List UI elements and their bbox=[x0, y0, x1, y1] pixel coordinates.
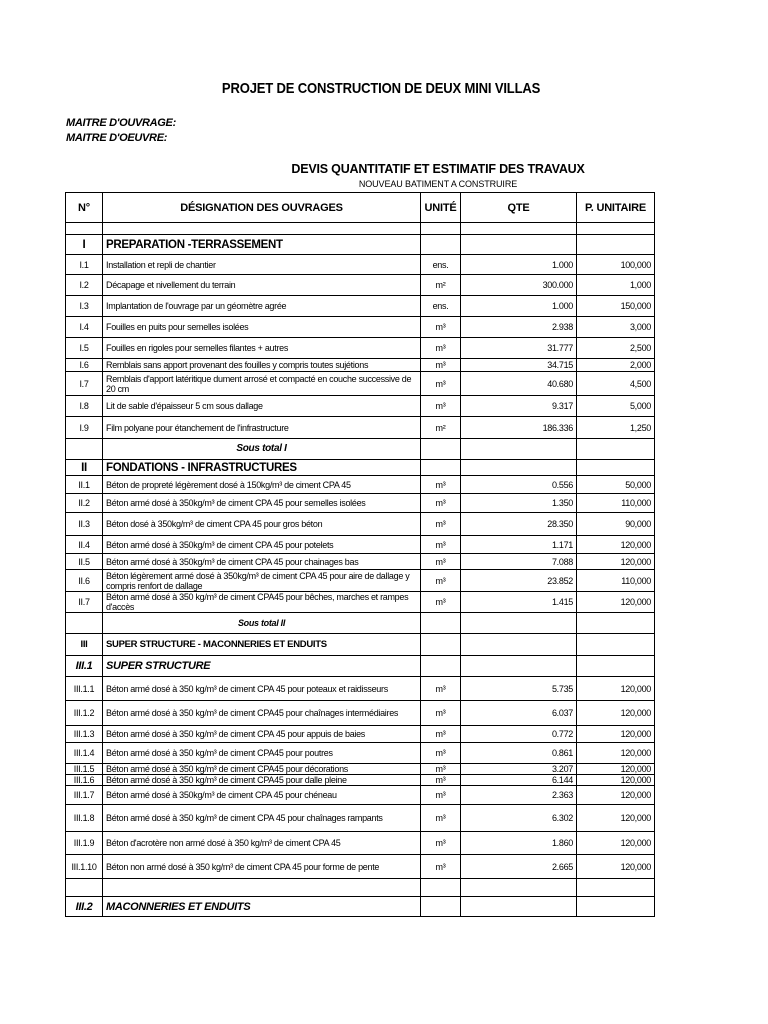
table-row bbox=[66, 396, 655, 417]
table-row bbox=[66, 592, 655, 613]
item-unit-price: 120,000 bbox=[577, 832, 655, 855]
item-designation: Sous total II bbox=[103, 613, 421, 634]
maitre-ouvrage-label: MAITRE D'OUVRAGE: bbox=[66, 117, 176, 129]
item-number: II.5 bbox=[66, 554, 103, 570]
item-designation: MACONNERIES ET ENDUITS bbox=[103, 897, 421, 917]
item-number: III.1.8 bbox=[66, 805, 103, 832]
item-unit-price: 120,000 bbox=[577, 855, 655, 879]
item-quantity: 0.772 bbox=[461, 726, 577, 743]
item-quantity: 1.000 bbox=[461, 296, 577, 317]
item-number: III.1.3 bbox=[66, 726, 103, 743]
item-quantity: 28.350 bbox=[461, 513, 577, 536]
item-designation: Béton armé dosé à 350 kg/m³ de ciment CPA 45 pour poteaux et raidisseurs bbox=[103, 677, 421, 701]
item-unit bbox=[421, 439, 461, 460]
item-unit-price bbox=[577, 223, 655, 235]
item-quantity: 9.317 bbox=[461, 396, 577, 417]
item-designation bbox=[103, 223, 421, 235]
item-designation: Film polyane pour étanchement de l'infrastructure bbox=[103, 417, 421, 439]
item-unit-price: 120,000 bbox=[577, 764, 655, 775]
table-row bbox=[66, 296, 655, 317]
table-row bbox=[66, 554, 655, 570]
item-quantity bbox=[461, 613, 577, 634]
item-designation: Béton armé dosé à 350 kg/m³ de ciment CPA 45 pour chaînages rampants bbox=[103, 805, 421, 832]
column-header-pu: P. UNITAIRE bbox=[577, 193, 655, 223]
item-unit-price: 110,000 bbox=[577, 494, 655, 513]
item-designation: Béton légèrement armé dosé à 350kg/m³ de ciment CPA 45 pour aire de dallage y compris renfort de dallage bbox=[103, 570, 421, 592]
item-unit-price bbox=[577, 656, 655, 677]
item-unit-price: 110,000 bbox=[577, 570, 655, 592]
item-quantity: 31.777 bbox=[461, 338, 577, 359]
item-number: I.3 bbox=[66, 296, 103, 317]
item-number: III.1.10 bbox=[66, 855, 103, 879]
table-row bbox=[66, 417, 655, 439]
item-quantity: 40.680 bbox=[461, 372, 577, 396]
item-unit-price bbox=[577, 235, 655, 255]
item-number bbox=[66, 223, 103, 235]
item-unit: m³ bbox=[421, 372, 461, 396]
item-number: III.1.5 bbox=[66, 764, 103, 775]
table-row bbox=[66, 570, 655, 592]
item-number: II.2 bbox=[66, 494, 103, 513]
item-quantity: 7.088 bbox=[461, 554, 577, 570]
item-designation: Béton armé dosé à 350kg/m³ de ciment CPA 45 pour semelles isolées bbox=[103, 494, 421, 513]
item-unit-price: 120,000 bbox=[577, 677, 655, 701]
item-number: II bbox=[66, 460, 103, 476]
item-unit: ens. bbox=[421, 255, 461, 275]
table-row bbox=[66, 275, 655, 296]
item-designation: Béton armé dosé à 350 kg/m³ de ciment CPA45 pour bêches, marches et rampes d'accès bbox=[103, 592, 421, 613]
table-row bbox=[66, 317, 655, 338]
item-designation: Béton non armé dosé à 350 kg/m³ de ciment CPA 45 pour forme de pente bbox=[103, 855, 421, 879]
subsection-row bbox=[66, 897, 655, 917]
item-unit-price: 1,250 bbox=[577, 417, 655, 439]
table-row bbox=[66, 255, 655, 275]
item-unit-price: 50,000 bbox=[577, 476, 655, 494]
table-row bbox=[66, 701, 655, 726]
item-quantity: 0.556 bbox=[461, 476, 577, 494]
item-quantity: 186.336 bbox=[461, 417, 577, 439]
column-header-designation: DÉSIGNATION DES OUVRAGES bbox=[103, 193, 421, 223]
item-unit-price: 120,000 bbox=[577, 726, 655, 743]
item-unit-price: 3,000 bbox=[577, 317, 655, 338]
item-unit: m³ bbox=[421, 554, 461, 570]
table-row bbox=[66, 476, 655, 494]
item-designation: SUPER STRUCTURE - MACONNERIES ET ENDUITS bbox=[103, 634, 421, 656]
blank-row bbox=[66, 879, 655, 897]
item-quantity: 0.861 bbox=[461, 743, 577, 764]
item-number: I.9 bbox=[66, 417, 103, 439]
item-unit-price: 1,000 bbox=[577, 275, 655, 296]
item-unit: m³ bbox=[421, 570, 461, 592]
item-quantity bbox=[461, 439, 577, 460]
item-unit: m³ bbox=[421, 805, 461, 832]
item-designation: Béton armé dosé à 350kg/m³ de ciment CPA 45 pour potelets bbox=[103, 536, 421, 554]
item-unit-price: 4,500 bbox=[577, 372, 655, 396]
item-designation: Béton armé dosé à 350 kg/m³ de ciment CPA45 pour poutres bbox=[103, 743, 421, 764]
item-unit-price: 90,000 bbox=[577, 513, 655, 536]
item-number: I.2 bbox=[66, 275, 103, 296]
item-unit: m³ bbox=[421, 536, 461, 554]
item-number: I.5 bbox=[66, 338, 103, 359]
item-unit-price bbox=[577, 613, 655, 634]
item-unit bbox=[421, 634, 461, 656]
column-header-qte: QTE bbox=[461, 193, 577, 223]
item-quantity: 6.302 bbox=[461, 805, 577, 832]
item-unit bbox=[421, 897, 461, 917]
item-number bbox=[66, 439, 103, 460]
item-unit bbox=[421, 656, 461, 677]
item-unit: m³ bbox=[421, 494, 461, 513]
item-designation: SUPER STRUCTURE bbox=[103, 656, 421, 677]
item-quantity: 1.350 bbox=[461, 494, 577, 513]
table-row bbox=[66, 536, 655, 554]
item-number: III.1 bbox=[66, 656, 103, 677]
item-unit: m³ bbox=[421, 701, 461, 726]
column-header-n: N° bbox=[66, 193, 103, 223]
item-designation: Lit de sable d'épaisseur 5 cm sous dallage bbox=[103, 396, 421, 417]
item-number: III.1.4 bbox=[66, 743, 103, 764]
item-unit-price: 2,000 bbox=[577, 359, 655, 372]
item-unit: m³ bbox=[421, 743, 461, 764]
item-number: III.1.9 bbox=[66, 832, 103, 855]
table-row bbox=[66, 832, 655, 855]
item-number: III bbox=[66, 634, 103, 656]
item-unit: m³ bbox=[421, 338, 461, 359]
item-unit-price: 120,000 bbox=[577, 775, 655, 786]
item-unit: m³ bbox=[421, 775, 461, 786]
item-designation: Béton armé dosé à 350 kg/m³ de ciment CPA45 pour chaînages intermédiaires bbox=[103, 701, 421, 726]
table-row bbox=[66, 726, 655, 743]
item-number: II.3 bbox=[66, 513, 103, 536]
item-unit-price: 120,000 bbox=[577, 701, 655, 726]
item-unit-price: 120,000 bbox=[577, 805, 655, 832]
item-unit: m³ bbox=[421, 726, 461, 743]
item-unit-price bbox=[577, 897, 655, 917]
item-designation: Béton armé dosé à 350kg/m³ de ciment CPA 45 pour chéneau bbox=[103, 786, 421, 805]
item-unit: m³ bbox=[421, 832, 461, 855]
item-quantity bbox=[461, 460, 577, 476]
item-unit-price: 120,000 bbox=[577, 592, 655, 613]
item-number: I.6 bbox=[66, 359, 103, 372]
item-unit-price bbox=[577, 439, 655, 460]
item-designation: Fouilles en rigoles pour semelles filantes + autres bbox=[103, 338, 421, 359]
item-quantity: 2.665 bbox=[461, 855, 577, 879]
table-row bbox=[66, 775, 655, 786]
item-number: I.7 bbox=[66, 372, 103, 396]
item-unit: m³ bbox=[421, 855, 461, 879]
item-unit-price: 120,000 bbox=[577, 786, 655, 805]
table-row bbox=[66, 764, 655, 775]
item-quantity bbox=[461, 235, 577, 255]
table-row bbox=[66, 359, 655, 372]
item-number: I.8 bbox=[66, 396, 103, 417]
item-quantity: 5.735 bbox=[461, 677, 577, 701]
item-unit-price: 2,500 bbox=[577, 338, 655, 359]
item-unit bbox=[421, 223, 461, 235]
item-designation: Béton armé dosé à 350kg/m³ de ciment CPA 45 pour chainages bas bbox=[103, 554, 421, 570]
item-number: II.4 bbox=[66, 536, 103, 554]
item-unit bbox=[421, 613, 461, 634]
item-designation: Fouilles en puits pour semelles isolées bbox=[103, 317, 421, 338]
subsection-row bbox=[66, 656, 655, 677]
item-number bbox=[66, 879, 103, 897]
devis-subsubtitle: NOUVEAU BATIMENT A CONSTRUIRE bbox=[358, 179, 518, 189]
item-quantity bbox=[461, 223, 577, 235]
item-number: III.1.1 bbox=[66, 677, 103, 701]
item-number: III.2 bbox=[66, 897, 103, 917]
item-designation: Remblais sans apport provenant des fouilles y compris toutes sujétions bbox=[103, 359, 421, 372]
item-unit: m³ bbox=[421, 317, 461, 338]
item-designation: Béton dosé à 350kg/m³ de ciment CPA 45 pour gros béton bbox=[103, 513, 421, 536]
devis-table bbox=[65, 192, 655, 917]
item-quantity: 1.415 bbox=[461, 592, 577, 613]
item-designation: Sous total I bbox=[103, 439, 421, 460]
item-number: II.6 bbox=[66, 570, 103, 592]
table-row bbox=[66, 786, 655, 805]
item-designation: Béton d'acrotère non armé dosé à 350 kg/m³ de ciment CPA 45 bbox=[103, 832, 421, 855]
item-unit: m³ bbox=[421, 513, 461, 536]
item-quantity: 3.207 bbox=[461, 764, 577, 775]
item-unit bbox=[421, 879, 461, 897]
item-unit-price: 5,000 bbox=[577, 396, 655, 417]
item-designation: Implantation de l'ouvrage par un géomètre agrée bbox=[103, 296, 421, 317]
section-row bbox=[66, 460, 655, 476]
item-number: III.1.7 bbox=[66, 786, 103, 805]
item-quantity: 1.000 bbox=[461, 255, 577, 275]
item-designation: Béton armé dosé à 350 kg/m³ de ciment CPA 45 pour appuis de baies bbox=[103, 726, 421, 743]
subtotal-row bbox=[66, 439, 655, 460]
table-row bbox=[66, 855, 655, 879]
item-number bbox=[66, 613, 103, 634]
table-row bbox=[66, 677, 655, 701]
item-unit-price: 120,000 bbox=[577, 536, 655, 554]
maitre-oeuvre-label: MAITRE D'OEUVRE: bbox=[66, 132, 168, 144]
item-unit: m³ bbox=[421, 786, 461, 805]
item-quantity: 2.938 bbox=[461, 317, 577, 338]
item-designation: Installation et repli de chantier bbox=[103, 255, 421, 275]
item-unit-price: 150,000 bbox=[577, 296, 655, 317]
item-quantity: 23.852 bbox=[461, 570, 577, 592]
item-number: I.4 bbox=[66, 317, 103, 338]
item-quantity bbox=[461, 897, 577, 917]
devis-subtitle: DEVIS QUANTITATIF ET ESTIMATIF DES TRAVAUX bbox=[291, 162, 585, 176]
item-designation: Décapage et nivellement du terrain bbox=[103, 275, 421, 296]
item-designation: PREPARATION -TERRASSEMENT bbox=[103, 235, 421, 255]
item-number: II.7 bbox=[66, 592, 103, 613]
item-unit: m² bbox=[421, 417, 461, 439]
item-unit: m³ bbox=[421, 359, 461, 372]
item-unit: m³ bbox=[421, 592, 461, 613]
table-row bbox=[66, 372, 655, 396]
item-designation: Remblais d'apport latéritique dument arrosé et compacté en couche successive de 20 cm bbox=[103, 372, 421, 396]
table-body bbox=[66, 223, 655, 917]
section-row bbox=[66, 634, 655, 656]
item-designation bbox=[103, 879, 421, 897]
item-quantity: 300.000 bbox=[461, 275, 577, 296]
table-row bbox=[66, 743, 655, 764]
item-quantity: 1.860 bbox=[461, 832, 577, 855]
item-quantity bbox=[461, 656, 577, 677]
item-quantity: 6.037 bbox=[461, 701, 577, 726]
item-unit: m³ bbox=[421, 677, 461, 701]
item-number: III.1.2 bbox=[66, 701, 103, 726]
item-unit-price bbox=[577, 634, 655, 656]
section-row bbox=[66, 235, 655, 255]
column-header-unite: UNITÉ bbox=[421, 193, 461, 223]
item-quantity bbox=[461, 634, 577, 656]
item-number: I.1 bbox=[66, 255, 103, 275]
table-row bbox=[66, 494, 655, 513]
item-unit: m² bbox=[421, 275, 461, 296]
item-designation: Béton de propreté légèrement dosé à 150kg/m³ de ciment CPA 45 bbox=[103, 476, 421, 494]
table-row bbox=[66, 513, 655, 536]
item-unit bbox=[421, 460, 461, 476]
item-designation: Béton armé dosé à 350 kg/m³ de ciment CPA45 pour dalle pleine bbox=[103, 775, 421, 786]
item-quantity: 1.171 bbox=[461, 536, 577, 554]
table-row bbox=[66, 338, 655, 359]
blank-row bbox=[66, 223, 655, 235]
item-quantity: 34.715 bbox=[461, 359, 577, 372]
item-unit bbox=[421, 235, 461, 255]
item-designation: FONDATIONS - INFRASTRUCTURES bbox=[103, 460, 421, 476]
item-unit: m³ bbox=[421, 476, 461, 494]
item-unit-price: 120,000 bbox=[577, 743, 655, 764]
table-row bbox=[66, 805, 655, 832]
subtotal-row bbox=[66, 613, 655, 634]
item-unit: m³ bbox=[421, 396, 461, 417]
document-title: PROJET DE CONSTRUCTION DE DEUX MINI VILLAS bbox=[221, 80, 541, 97]
item-unit: ens. bbox=[421, 296, 461, 317]
item-unit: m³ bbox=[421, 764, 461, 775]
item-unit-price bbox=[577, 879, 655, 897]
item-quantity: 6.144 bbox=[461, 775, 577, 786]
item-designation: Béton armé dosé à 350 kg/m³ de ciment CPA45 pour décorations bbox=[103, 764, 421, 775]
item-number: I bbox=[66, 235, 103, 255]
item-unit-price: 100,000 bbox=[577, 255, 655, 275]
item-quantity: 2.363 bbox=[461, 786, 577, 805]
item-number: III.1.6 bbox=[66, 775, 103, 786]
item-number: II.1 bbox=[66, 476, 103, 494]
item-quantity bbox=[461, 879, 577, 897]
item-unit-price: 120,000 bbox=[577, 554, 655, 570]
item-unit-price bbox=[577, 460, 655, 476]
table-header-row bbox=[66, 193, 655, 223]
